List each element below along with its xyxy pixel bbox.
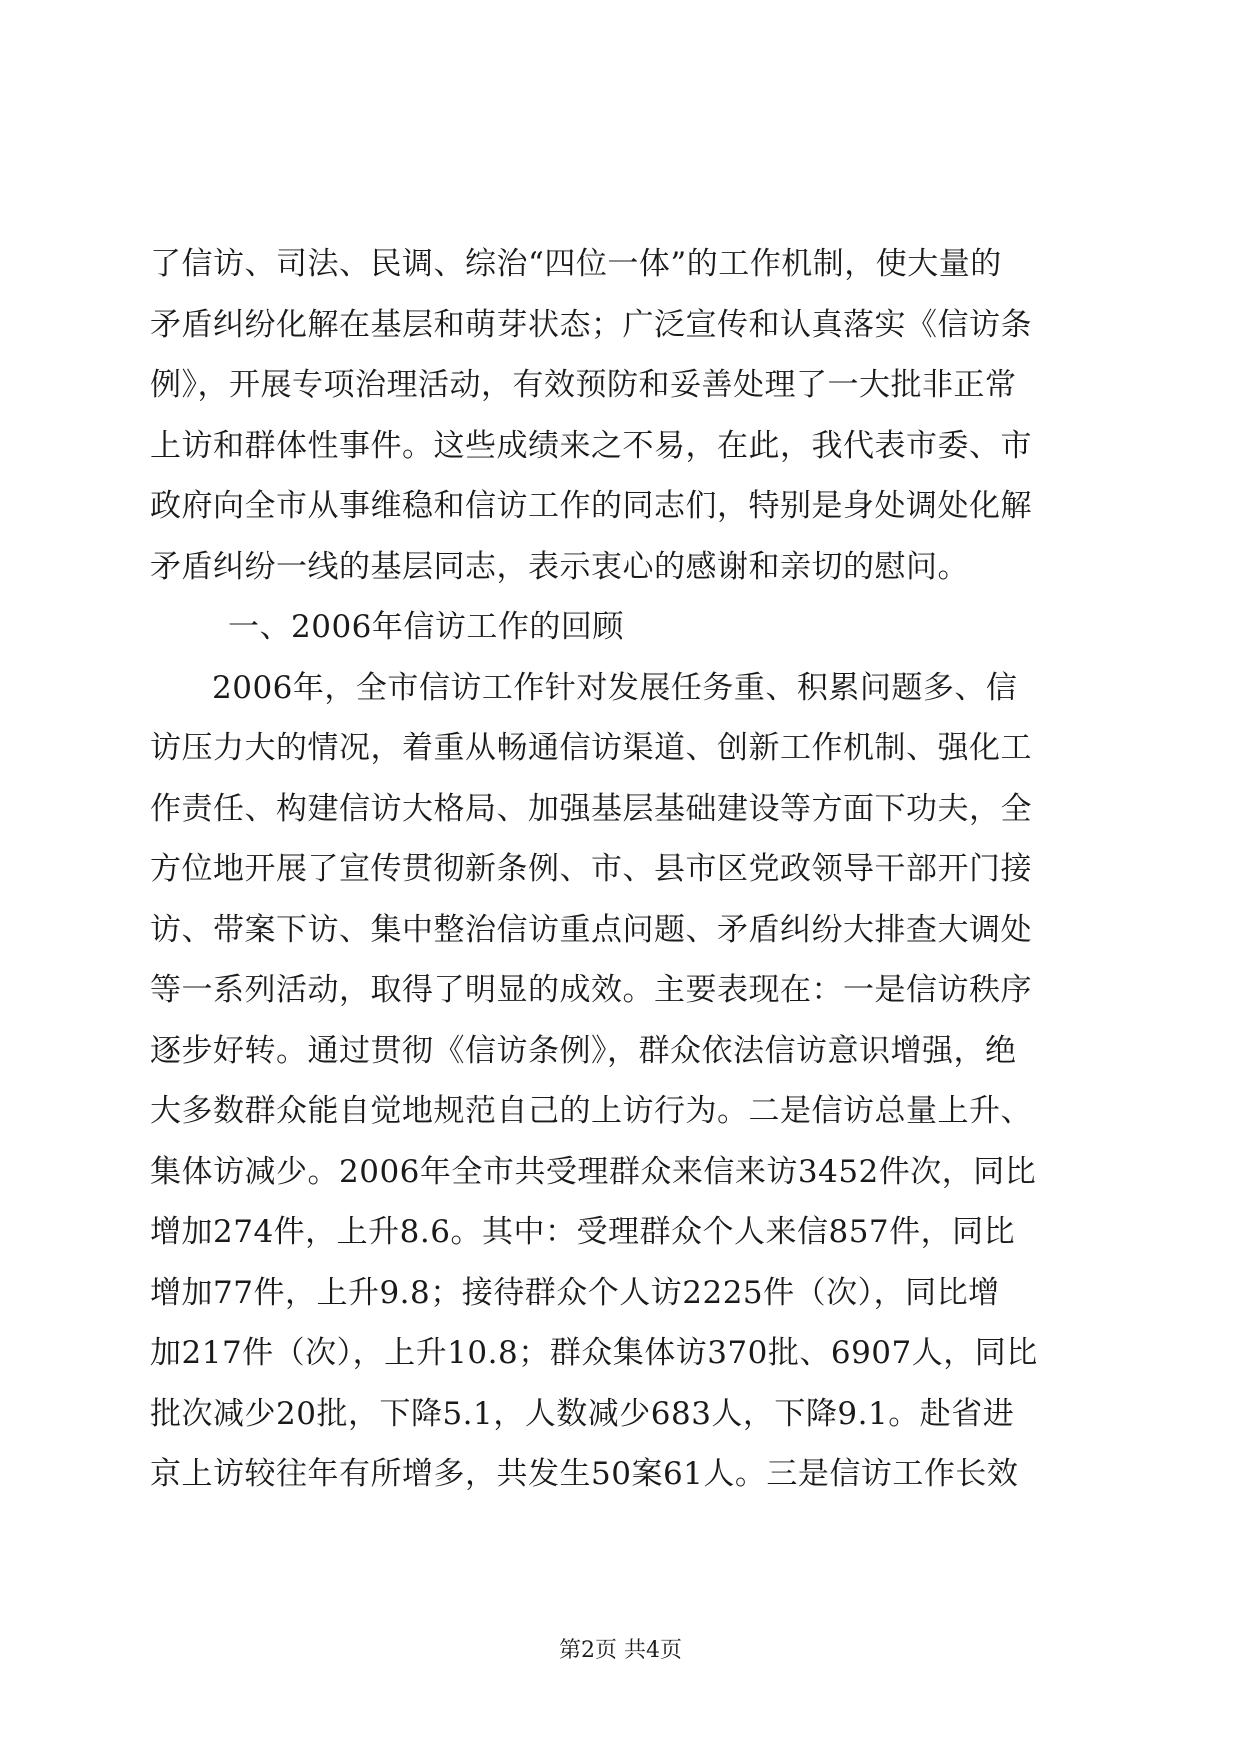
body-text: [150, 234, 1080, 1505]
text-line: 等一系列活动，取得了明显的成效。主要表现在：一是信访秩序: [150, 972, 1032, 1008]
text-line: 批次减少20批，下降5.1，人数减少683人，下降9.1。赴省进: [150, 1395, 1015, 1432]
text-line: 访、带案下访、集中整治信访重点问题、矛盾纠纷大排查大调处: [150, 911, 1032, 948]
text-line: 方位地开展了宣传贯彻新条例、市、县市区党政领导干部开门接: [150, 851, 1032, 887]
text-line: 例》，开展专项治理活动，有效预防和妥善处理了一大批非正常: [150, 367, 1017, 403]
text-line: 作责任、构建信访大格局、加强基层基础建设等方面下功夫，全: [150, 790, 1032, 827]
text-line: 大多数群众能自觉地规范自己的上访行为。二是信访总量上升、: [150, 1093, 1032, 1129]
text-line: 上访和群体性事件。这些成绩来之不易，在此，我代表市委、市: [150, 427, 1032, 464]
text-line: 访压力大的情况，着重从畅通信访渠道、创新工作机制、强化工: [150, 730, 1032, 766]
text-line: 增加77件，上升9.8；接待群众个人访2225件（次），同比增: [150, 1274, 1000, 1311]
text-line: 加217件（次），上升10.8；群众集体访370批、6907人，同比: [150, 1335, 1038, 1371]
text-line: 增加274件，上升8.6。其中：受理群众个人来信857件，同比: [150, 1214, 1016, 1250]
section-heading: 一、2006年信访工作的回顾: [228, 609, 624, 645]
page-number-footer: 第2页 共4页: [559, 1638, 682, 1663]
paragraph-first-line: 2006年，全市信访工作针对发展任务重、积累问题多、信: [212, 669, 1018, 706]
text-line: 了信访、司法、民调、综治“四位一体”的工作机制，使大量的: [150, 246, 1002, 282]
text-line: 京上访较往年有所增多，共发生50案61人。三是信访工作长效: [150, 1456, 1019, 1492]
text-line: 逐步好转。通过贯彻《信访条例》，群众依法信访意识增强，绝: [150, 1032, 1017, 1069]
text-line: 政府向全市从事维稳和信访工作的同志们，特别是身处调处化解: [150, 488, 1032, 524]
text-line: 矛盾纠纷化解在基层和萌芽状态；广泛宣传和认真落实《信访条: [150, 306, 1032, 343]
text-line: 矛盾纠纷一线的基层同志，表示衷心的感谢和亲切的慰问。: [150, 548, 969, 585]
text-line: 集体访减少。2006年全市共受理群众来信来访3452件次，同比: [150, 1153, 1037, 1190]
